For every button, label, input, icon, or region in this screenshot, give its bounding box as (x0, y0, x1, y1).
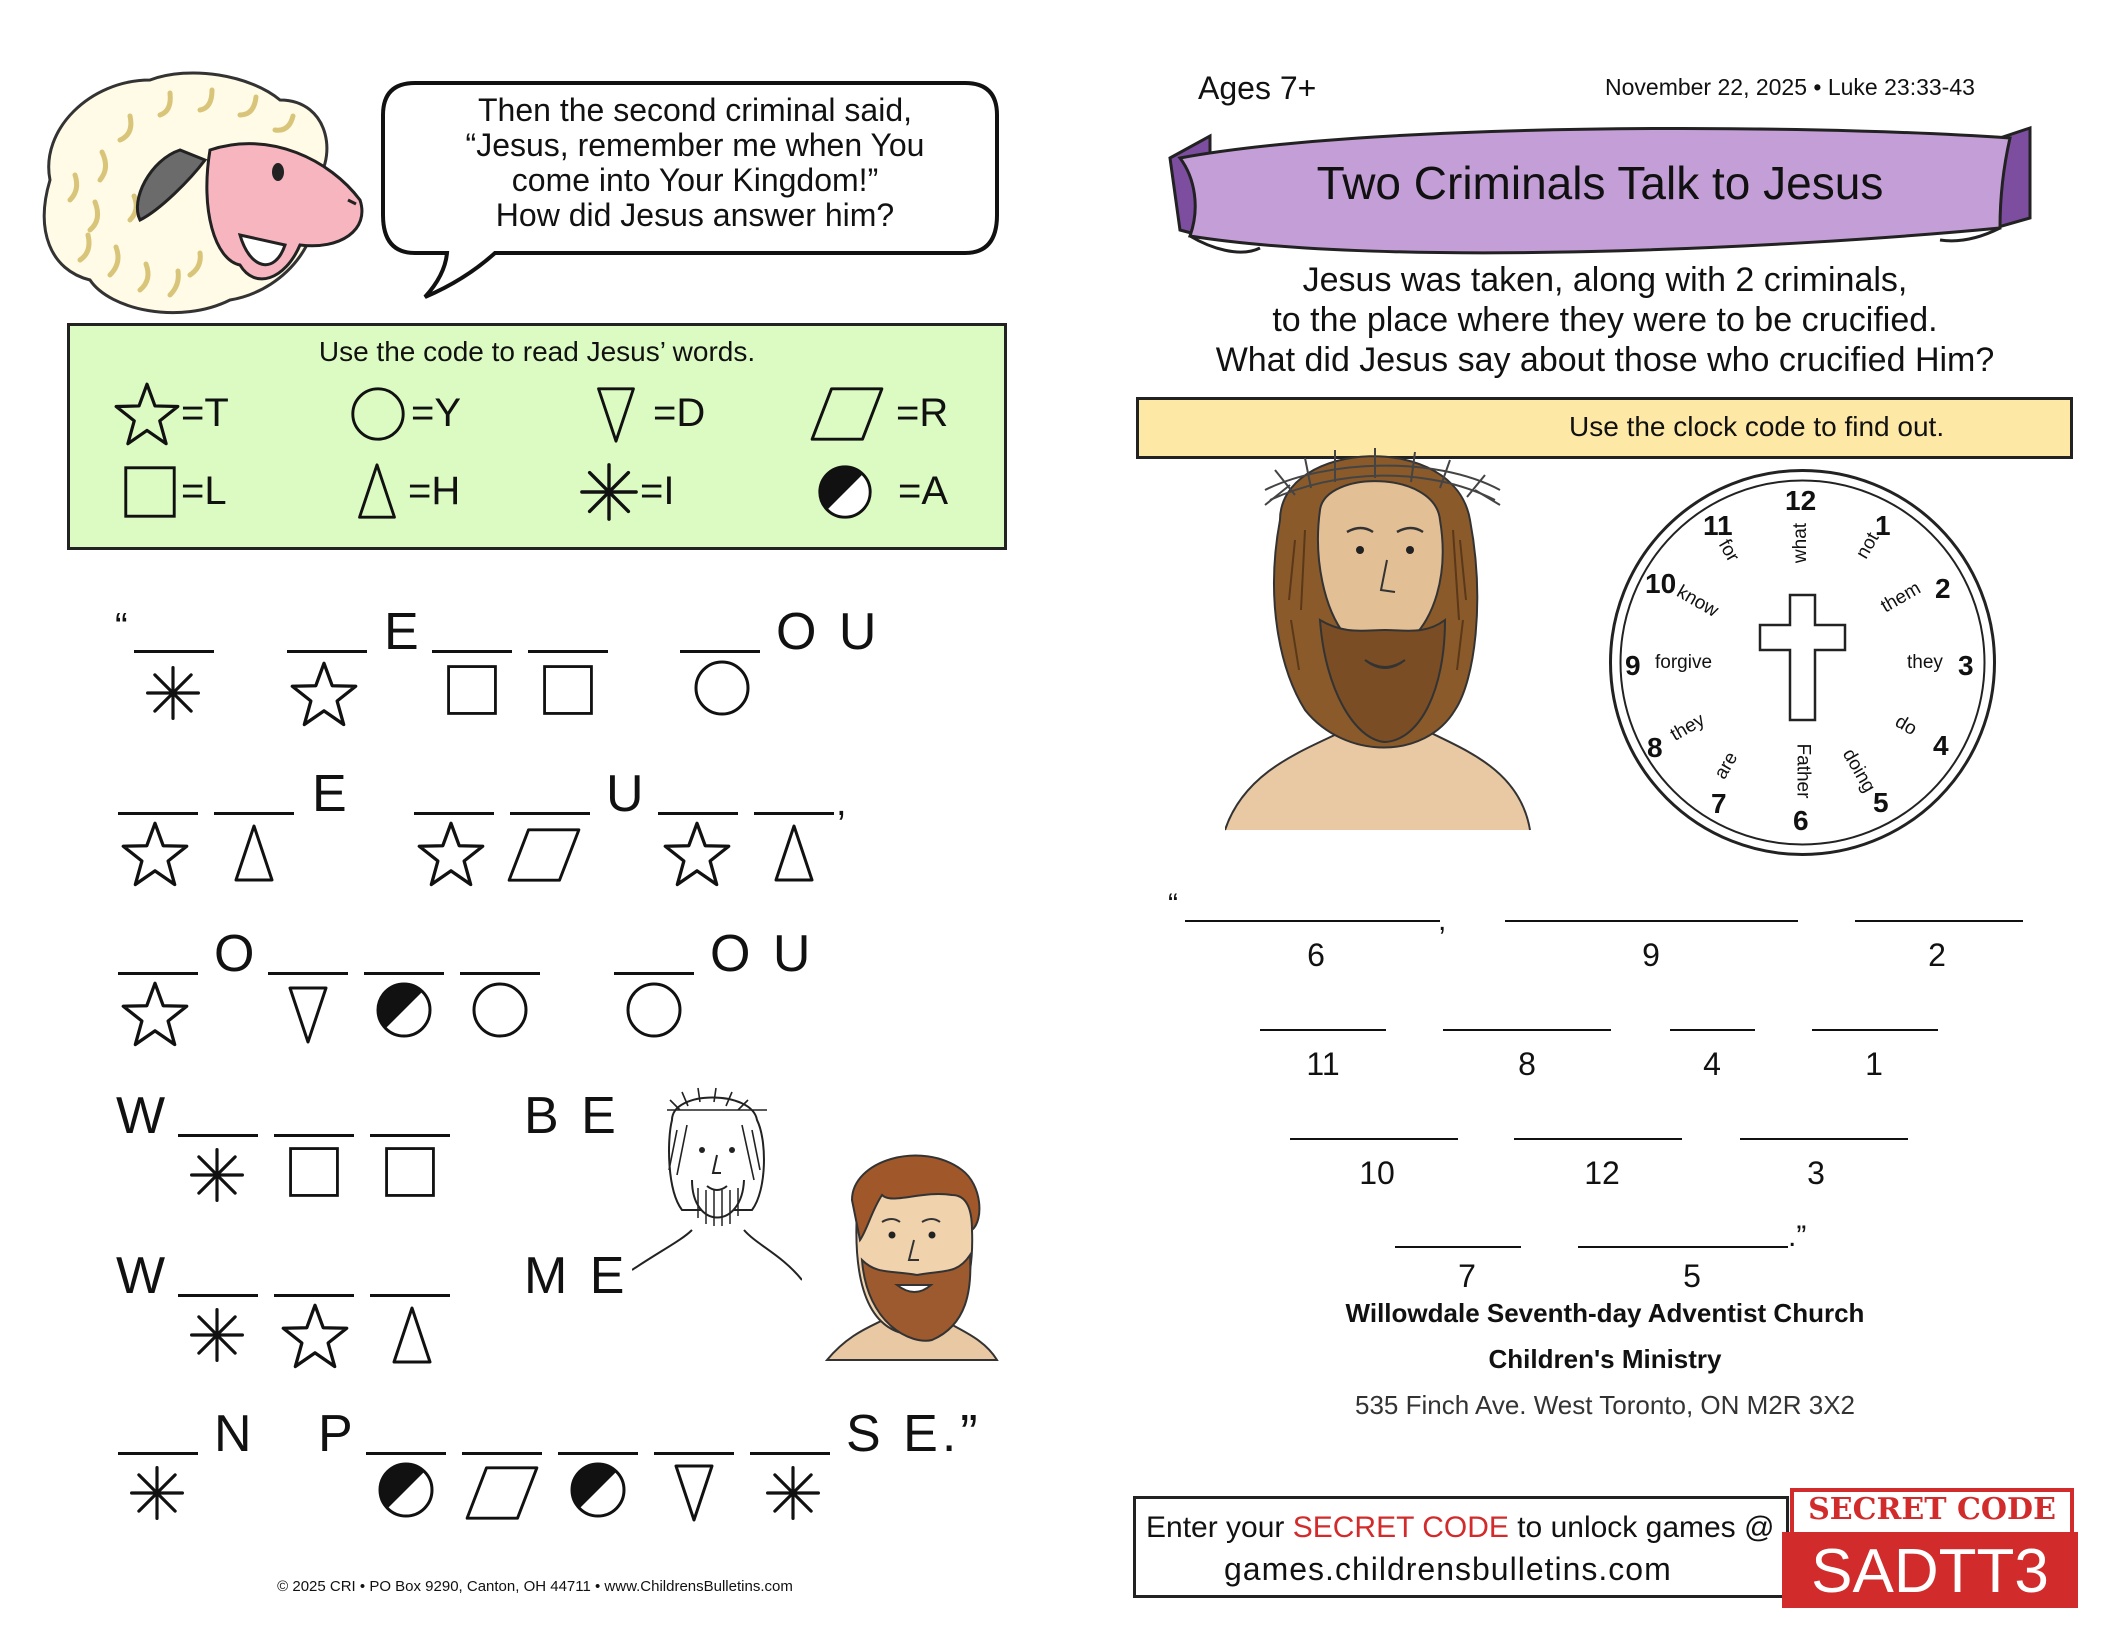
copyright-footer: © 2025 CRI • PO Box 9290, Canton, OH 44711 • www.ChildrensBulletins.com (277, 1578, 793, 1595)
clock-word-9: forgive (1655, 652, 1713, 673)
circle-icon (622, 978, 686, 1042)
square-icon (442, 660, 502, 720)
given-letter: W (116, 1247, 170, 1305)
up-triangle-icon (222, 822, 286, 886)
given-letter: M E (524, 1247, 629, 1305)
answer-line[interactable] (1855, 920, 2023, 922)
title-banner (1150, 118, 2050, 258)
speech-line: “Jesus, remember me when You (465, 127, 925, 163)
clock-hour-6: 6 (1793, 805, 1809, 836)
speech-line: How did Jesus answer him? (495, 197, 895, 233)
clock-word-1: not (1852, 529, 1884, 563)
circle-icon (690, 656, 754, 720)
answer-blank[interactable] (658, 812, 738, 815)
square-icon (538, 660, 598, 720)
clock-number: 6 (1307, 937, 1325, 973)
clock-word-2: them (1877, 577, 1925, 618)
half-circle-icon (566, 1458, 630, 1522)
clock-hour-12: 12 (1785, 485, 1817, 516)
clock-word-10: know (1672, 581, 1722, 622)
answer-line[interactable] (1185, 920, 1440, 922)
star-icon (120, 820, 190, 890)
clock-number: 1 (1865, 1046, 1883, 1082)
square-icon (284, 1142, 344, 1202)
clock-word-4: do (1891, 711, 1921, 740)
answer-line[interactable] (1670, 1029, 1755, 1031)
clock-word-5: doing (1837, 745, 1880, 797)
square-icon (119, 461, 181, 523)
sheep-illustration (30, 60, 375, 320)
church-name: Willowdale Seventh-day Adventist Church (1345, 1298, 1865, 1328)
given-letter: O (214, 925, 259, 983)
clock-number: 5 (1683, 1258, 1701, 1294)
answer-blank[interactable] (366, 1452, 446, 1455)
clock-number: 8 (1518, 1046, 1536, 1082)
answer-blank[interactable] (118, 972, 198, 975)
clock-hour-7: 7 (1711, 788, 1727, 819)
age-label: Ages 7+ (1198, 70, 1317, 106)
up-triangle-icon (762, 822, 826, 886)
parallelogram-icon (504, 824, 584, 886)
secret-code-box (1133, 1496, 1789, 1598)
down-triangle-icon (585, 383, 647, 445)
intro-line: Jesus was taken, along with 2 criminals, (1302, 261, 1908, 299)
star-icon (120, 980, 190, 1050)
secret-text-post: to unlock games @ (1508, 1511, 1775, 1544)
asterisk-icon (578, 461, 640, 523)
secret-code-value: SADTT3 (1811, 1537, 2049, 1606)
church-info (1250, 1290, 1960, 1428)
clock-number: 10 (1359, 1155, 1395, 1191)
answer-line[interactable] (1395, 1246, 1521, 1248)
given-letter: O U (710, 925, 815, 983)
square-icon (380, 1142, 440, 1202)
clock-number: 4 (1703, 1046, 1721, 1082)
secret-code-stamp (1782, 1488, 2082, 1610)
clock-number: 2 (1928, 937, 1946, 973)
answer-blank[interactable] (460, 972, 540, 975)
answer-blank[interactable] (432, 650, 512, 653)
answer-line[interactable] (1505, 920, 1798, 922)
clock-hour-3: 3 (1958, 650, 1974, 681)
star-icon (280, 1302, 350, 1372)
clock-word-12: what (1790, 522, 1812, 564)
speech-line: come into Your Kingdom!” (511, 162, 879, 198)
clock-hour-8: 8 (1647, 732, 1663, 763)
up-triangle-icon (380, 1304, 444, 1368)
intro-text (1135, 260, 2075, 380)
clock-number: 9 (1642, 937, 1660, 973)
answer-line[interactable] (1514, 1138, 1682, 1140)
star-icon (416, 820, 486, 890)
given-letter: O U (776, 603, 881, 661)
answer-blank[interactable] (134, 650, 214, 653)
circle-icon (468, 978, 532, 1042)
speech-bubble (375, 75, 1005, 305)
down-triangle-icon (276, 982, 340, 1046)
answer-line[interactable] (1290, 1138, 1458, 1140)
code-circle: =Y (347, 381, 527, 447)
star-icon (289, 660, 359, 730)
code-half-circle: =A (814, 459, 994, 525)
answer-blank[interactable] (750, 1452, 830, 1455)
date-reference: November 22, 2025 • Luke 23:33-43 (1605, 74, 1975, 100)
speech-line: Then the second criminal said, (478, 92, 912, 128)
answer-line[interactable] (1740, 1138, 1908, 1140)
code-key-box (67, 323, 1007, 550)
asterisk-icon (144, 664, 202, 722)
answer-blank[interactable] (118, 1452, 198, 1455)
criminal-illustration (822, 1150, 1002, 1365)
code-box-title: Use the code to read Jesus’ words. (318, 336, 756, 367)
jesus-illustration (1225, 430, 1535, 840)
half-circle-icon (374, 1458, 438, 1522)
up-triangle-icon (346, 461, 408, 523)
given-letter: E (384, 603, 423, 661)
answer-blank[interactable] (118, 812, 198, 815)
half-circle-icon (372, 978, 436, 1042)
given-letter: P (318, 1405, 357, 1463)
clock-word-11: for (1713, 535, 1744, 566)
answer-blank[interactable] (274, 1294, 354, 1297)
clock-number: 7 (1458, 1258, 1476, 1294)
close-quote: .” (1788, 1220, 1807, 1253)
comma: , (1438, 904, 1447, 937)
clock-hour-10: 10 (1645, 568, 1677, 599)
clock-hour-2: 2 (1935, 573, 1951, 604)
answer-blank[interactable] (510, 812, 590, 815)
answer-blank[interactable] (214, 812, 294, 815)
answer-blank[interactable] (754, 812, 834, 815)
clock-code (1605, 465, 2000, 860)
intro-line: What did Jesus say about those who crucified Him? (1215, 341, 1995, 379)
answer-blank[interactable] (178, 1134, 258, 1137)
given-letter: N (214, 1405, 256, 1463)
answer-blank[interactable] (287, 650, 367, 653)
church-address: 535 Finch Ave. West Toronto, ON M2R 3X2 (1354, 1390, 1856, 1420)
stamp-label: SECRET CODE (1808, 1492, 2056, 1527)
open-quote: “ (1168, 888, 1178, 921)
secret-code-highlight: SECRET CODE (1292, 1511, 1509, 1544)
answer-blank[interactable] (462, 1452, 542, 1455)
secret-text-pre: Enter your (1146, 1511, 1293, 1544)
code-star: =T (113, 381, 293, 447)
clock-hour-11: 11 (1703, 510, 1733, 541)
clock-word-6: Father (1792, 743, 1814, 799)
page-title: Two Criminals Talk to Jesus (1316, 157, 1884, 209)
open-quote: “ (115, 606, 128, 648)
answer-blank[interactable] (178, 1294, 258, 1297)
asterisk-icon (128, 1464, 186, 1522)
given-letter: S E.” (846, 1405, 982, 1463)
clock-hour-4: 4 (1933, 730, 1949, 761)
clock-word-8: they (1666, 709, 1709, 746)
code-up-triangle: =H (346, 459, 526, 525)
given-letter: E (312, 765, 351, 823)
answer-blank[interactable] (614, 972, 694, 975)
clock-hour-9: 9 (1625, 650, 1641, 681)
answer-blank[interactable] (654, 1452, 734, 1455)
comma: , (836, 782, 847, 824)
answer-line[interactable] (1812, 1029, 1938, 1031)
code-square: =L (119, 459, 299, 525)
asterisk-icon (188, 1306, 246, 1364)
circle-icon (347, 383, 409, 445)
answer-blank[interactable] (364, 972, 444, 975)
answer-blank[interactable] (274, 1134, 354, 1137)
church-ministry: Children's Ministry (1488, 1344, 1722, 1374)
clock-hour-1: 1 (1875, 510, 1891, 541)
answer-blank[interactable] (370, 1134, 450, 1137)
intro-line: to the place where they were to be crucified. (1272, 301, 1938, 339)
parallelogram-icon (808, 383, 886, 445)
given-letter: U (606, 765, 648, 823)
answer-line[interactable] (1260, 1029, 1386, 1031)
clock-number: 11 (1306, 1046, 1340, 1082)
asterisk-icon (188, 1146, 246, 1204)
star-icon (662, 820, 732, 890)
code-parallelogram: =R (808, 381, 988, 447)
given-letter: B E (524, 1087, 620, 1145)
clock-number: 3 (1807, 1155, 1825, 1191)
answer-blank[interactable] (528, 650, 608, 653)
half-circle-icon (814, 461, 876, 523)
games-url[interactable]: games.childrensbulletins.com (1224, 1551, 1672, 1587)
answer-blank[interactable] (680, 650, 760, 653)
clock-hour-5: 5 (1873, 787, 1889, 818)
answer-blank[interactable] (558, 1452, 638, 1455)
answer-blank[interactable] (370, 1294, 450, 1297)
clock-word-3: they (1907, 652, 1943, 673)
code-asterisk: =I (578, 459, 758, 525)
code-down-triangle: =D (585, 381, 765, 447)
answer-blank[interactable] (414, 812, 494, 815)
answer-line[interactable] (1578, 1246, 1788, 1248)
jesus-sketch-illustration (632, 1080, 802, 1290)
parallelogram-icon (462, 1462, 542, 1524)
given-letter: W (116, 1087, 170, 1145)
clock-instruction: Use the clock code to find out. (1569, 411, 1945, 442)
clock-word-7: are (1710, 748, 1743, 783)
clock-number: 12 (1584, 1155, 1620, 1191)
answer-blank[interactable] (268, 972, 348, 975)
down-triangle-icon (662, 1460, 726, 1524)
asterisk-icon (764, 1464, 822, 1522)
answer-line[interactable] (1443, 1029, 1611, 1031)
star-icon (113, 381, 181, 449)
